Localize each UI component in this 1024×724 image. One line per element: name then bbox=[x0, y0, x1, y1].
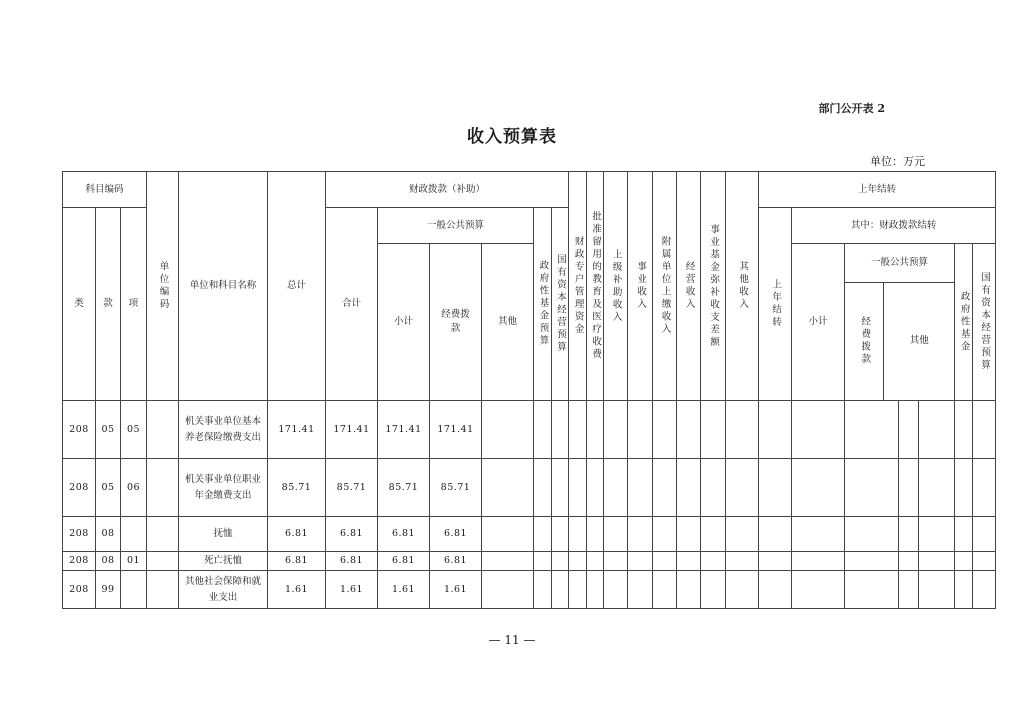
cell-xiang: 01 bbox=[121, 552, 147, 571]
header-carryover-state-capital: 国有资本经营预算 bbox=[973, 244, 996, 401]
header-carryover-general-cell bbox=[845, 244, 955, 401]
header-carryover-total: 上年结转 bbox=[759, 208, 792, 401]
cell-name: 机关事业单位基本养老保险缴费支出 bbox=[179, 401, 268, 459]
header-business-income: 事业收入 bbox=[628, 172, 653, 401]
cell-xiang: 05 bbox=[121, 401, 147, 459]
cell-xiang bbox=[121, 517, 147, 552]
header-carryover-fiscal-group: 其中：财政拨款结转 bbox=[792, 208, 996, 244]
table-row bbox=[63, 401, 996, 459]
cell-fiscal-subtotal: 1.61 bbox=[326, 571, 378, 609]
header-code-lei: 类 bbox=[63, 208, 96, 401]
header-superior-subsidy: 上级补助收入 bbox=[604, 172, 628, 401]
cell-kuan: 05 bbox=[96, 459, 121, 517]
header-carryover-general: 一般公共预算 bbox=[845, 244, 954, 282]
cell-general-funding: 85.71 bbox=[430, 459, 482, 517]
table-row bbox=[63, 517, 996, 552]
header-code-xiang: 项 bbox=[121, 208, 147, 401]
unit-label: 单位：万元 bbox=[870, 155, 925, 168]
cell-lei: 208 bbox=[63, 552, 96, 571]
cell-fiscal-subtotal: 171.41 bbox=[326, 401, 378, 459]
header-gov-fund: 政府性基金预算 bbox=[534, 208, 552, 401]
header-general-group: 一般公共预算 bbox=[378, 208, 534, 244]
cell-lei: 208 bbox=[63, 571, 96, 609]
header-fiscal-group: 财政拨款（补助） bbox=[326, 172, 569, 208]
header-approved-retain: 批准留用的教育及医疗收费 bbox=[587, 172, 604, 401]
income-budget-table bbox=[62, 171, 996, 609]
cell-name: 机关事业单位职业年金缴费支出 bbox=[179, 459, 268, 517]
cell-kuan: 08 bbox=[96, 517, 121, 552]
header-carryover-other: 其他 bbox=[909, 335, 929, 347]
cell-general-subtotal: 6.81 bbox=[378, 552, 430, 571]
header-carryover-group: 上年结转 bbox=[759, 172, 996, 208]
header-fund-offset: 事业基金弥补收支差额 bbox=[701, 172, 726, 401]
cell-lei: 208 bbox=[63, 517, 96, 552]
cell-fiscal-subtotal: 6.81 bbox=[326, 552, 378, 571]
header-operating-income: 经营收入 bbox=[677, 172, 701, 401]
header-code-kuan: 款 bbox=[96, 208, 121, 401]
cell-total: 171.41 bbox=[268, 401, 326, 459]
cell-lei: 208 bbox=[63, 401, 96, 459]
header-state-capital: 国有资本经营预算 bbox=[552, 208, 569, 401]
cell-total: 85.71 bbox=[268, 459, 326, 517]
cell-total: 6.81 bbox=[268, 517, 326, 552]
page-number: — 11 — bbox=[488, 633, 536, 647]
cell-general-funding: 171.41 bbox=[430, 401, 482, 459]
table-row bbox=[63, 552, 996, 571]
table-row bbox=[63, 571, 996, 609]
cell-xiang: 06 bbox=[121, 459, 147, 517]
table-tag: 部门公开表 2 bbox=[818, 102, 885, 115]
cell-name: 其他社会保障和就业支出 bbox=[179, 571, 268, 609]
cell-name: 抚恤 bbox=[179, 517, 268, 552]
cell-general-subtotal: 6.81 bbox=[378, 517, 430, 552]
header-general-funding: 经费拨款 bbox=[430, 244, 482, 401]
header-code-group: 科目编码 bbox=[63, 172, 147, 208]
header-carryover-funding: 经费拨款 bbox=[845, 282, 884, 400]
cell-total: 1.61 bbox=[268, 571, 326, 609]
page-title: 收入预算表 bbox=[467, 127, 557, 147]
header-total: 总计 bbox=[268, 172, 326, 401]
cell-kuan: 99 bbox=[96, 571, 121, 609]
header-carryover-gov-fund: 政府性基金 bbox=[955, 244, 973, 401]
cell-fiscal-subtotal: 85.71 bbox=[326, 459, 378, 517]
header-fiscal-special: 财政专户管理资金 bbox=[569, 172, 587, 401]
header-unit-name: 单位和科目名称 bbox=[179, 172, 268, 401]
header-carryover-subtotal: 小计 bbox=[792, 244, 845, 401]
cell-general-subtotal: 85.71 bbox=[378, 459, 430, 517]
cell-lei: 208 bbox=[63, 459, 96, 517]
cell-total: 6.81 bbox=[268, 552, 326, 571]
cell-kuan: 08 bbox=[96, 552, 121, 571]
cell-general-subtotal: 1.61 bbox=[378, 571, 430, 609]
header-general-other: 其他 bbox=[482, 244, 534, 401]
cell-general-funding: 1.61 bbox=[430, 571, 482, 609]
cell-kuan: 05 bbox=[96, 401, 121, 459]
header-unit-code: 单位编码 bbox=[147, 172, 179, 401]
header-affiliated-income: 附属单位上缴收入 bbox=[653, 172, 677, 401]
header-fiscal-subtotal: 合计 bbox=[326, 208, 378, 401]
cell-fiscal-subtotal: 6.81 bbox=[326, 517, 378, 552]
cell-general-funding: 6.81 bbox=[430, 552, 482, 571]
cell-general-subtotal: 171.41 bbox=[378, 401, 430, 459]
header-other-income: 其他收入 bbox=[726, 172, 759, 401]
cell-name: 死亡抚恤 bbox=[179, 552, 268, 571]
header-general-subtotal: 小计 bbox=[378, 244, 430, 401]
table-row bbox=[63, 459, 996, 517]
cell-xiang bbox=[121, 571, 147, 609]
cell-general-funding: 6.81 bbox=[430, 517, 482, 552]
